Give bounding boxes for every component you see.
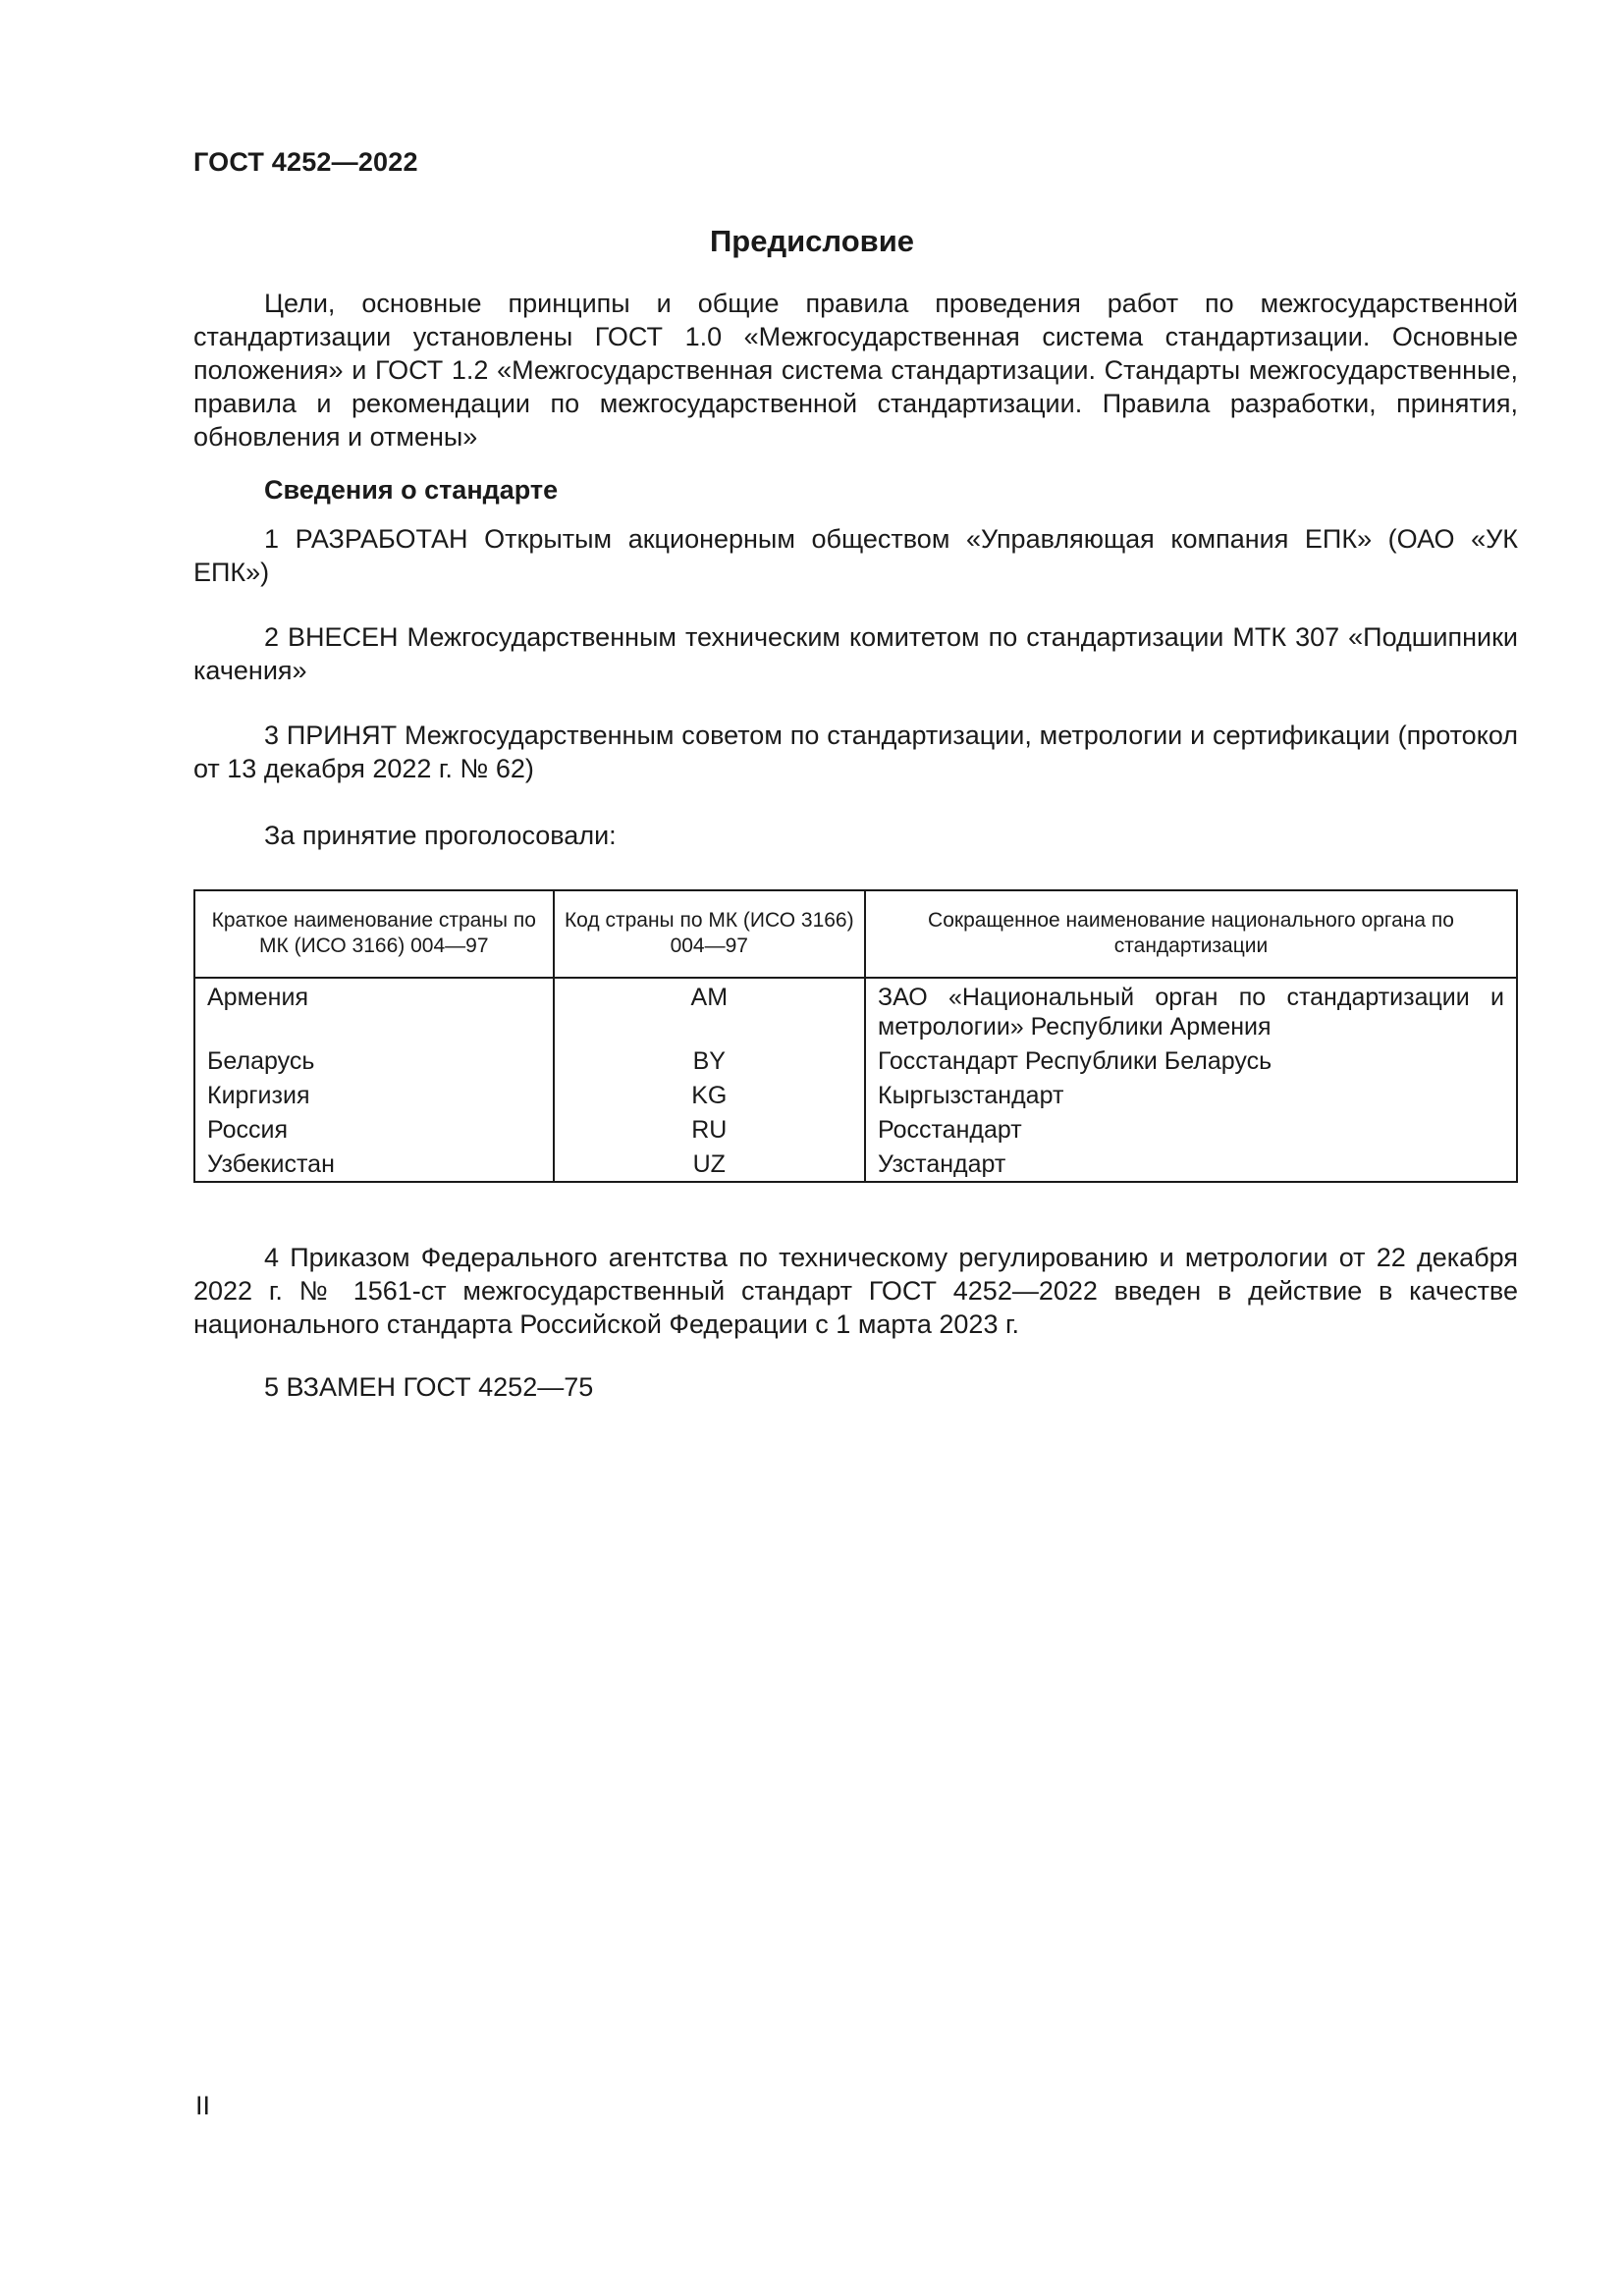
page-title: Предисловие: [709, 224, 914, 258]
country-code-cell: UZ: [554, 1148, 865, 1182]
table-row: [194, 1045, 1517, 1080]
country-name-cell: Киргизия: [194, 1080, 554, 1114]
country-code-cell: BY: [554, 1045, 865, 1080]
item-enacted-by-order: 4 Приказом Федерального агентства по техническому регулированию и метрологии от 22 декабря 2022 г. № 1561-ст межгосударственный стандарт ГОСТ 4252—2022 введен в действие в качестве национального стандарта Российской Федерации с 1 марта 2023 г.: [193, 1243, 1518, 1339]
page-number: II: [195, 2091, 211, 2120]
header-national-body: Сокращенное наименование национального органа по стандартизации: [865, 890, 1517, 978]
national-body-cell: Узстандарт: [865, 1148, 1517, 1182]
voted-label: За принятие проголосовали:: [264, 821, 617, 850]
item-developed-by: 1 РАЗРАБОТАН Открытым акционерным обществом «Управляющая компания ЕПК» (ОАО «УК ЕПК»): [193, 524, 1518, 587]
table-row: [194, 1114, 1517, 1148]
country-code-cell: RU: [554, 1114, 865, 1148]
country-code-cell: KG: [554, 1080, 865, 1114]
country-name-cell: Беларусь: [194, 1045, 554, 1080]
country-name-cell: Узбекистан: [194, 1148, 554, 1182]
national-body-cell: Госстандарт Республики Беларусь: [865, 1045, 1517, 1080]
standard-info-heading: Сведения о стандарте: [264, 475, 559, 505]
item-submitted-by: 2 ВНЕСЕН Межгосударственным техническим комитетом по стандартизации МТК 307 «Подшипники качения»: [193, 622, 1518, 685]
national-body-cell: Росстандарт: [865, 1114, 1517, 1148]
national-body-cell: ЗАО «Национальный орган по стандартизации и метрологии» Республики Армения: [865, 978, 1517, 1045]
country-name-cell: Россия: [194, 1114, 554, 1148]
intro-paragraph: Цели, основные принципы и общие правила проведения работ по межгосударственной стандартизации установлены ГОСТ 1.0 «Межгосударственная система стандартизации. Основные положения» и ГОСТ 1.2 «Межгосударственная система стандартизации. Стандарты межгосударственные, правила и рекомендации по межгосударственной стандартизации. Правила разработки, принятия, обновления и отмены»: [193, 289, 1518, 452]
item-replaces: 5 ВЗАМЕН ГОСТ 4252—75: [264, 1372, 594, 1402]
document-code-header: ГОСТ 4252—2022: [193, 147, 418, 177]
country-code-cell: AM: [554, 978, 865, 1045]
table-row: [194, 1148, 1517, 1182]
national-body-cell: Кыргызстандарт: [865, 1080, 1517, 1114]
item-adopted-by: 3 ПРИНЯТ Межгосударственным советом по стандартизации, метрологии и сертификации (протокол от 13 декабря 2022 г. № 62): [193, 721, 1518, 783]
voting-countries-table: [193, 889, 1518, 1183]
table-header-row: [194, 890, 1517, 978]
table-row: [194, 978, 1517, 1045]
header-country-name: Краткое наименование страны по МК (ИСО 3166) 004—97: [194, 890, 554, 978]
country-name-cell: Армения: [194, 978, 554, 1045]
table-row: [194, 1080, 1517, 1114]
header-country-code: Код страны по МК (ИСО 3166) 004—97: [554, 890, 865, 978]
